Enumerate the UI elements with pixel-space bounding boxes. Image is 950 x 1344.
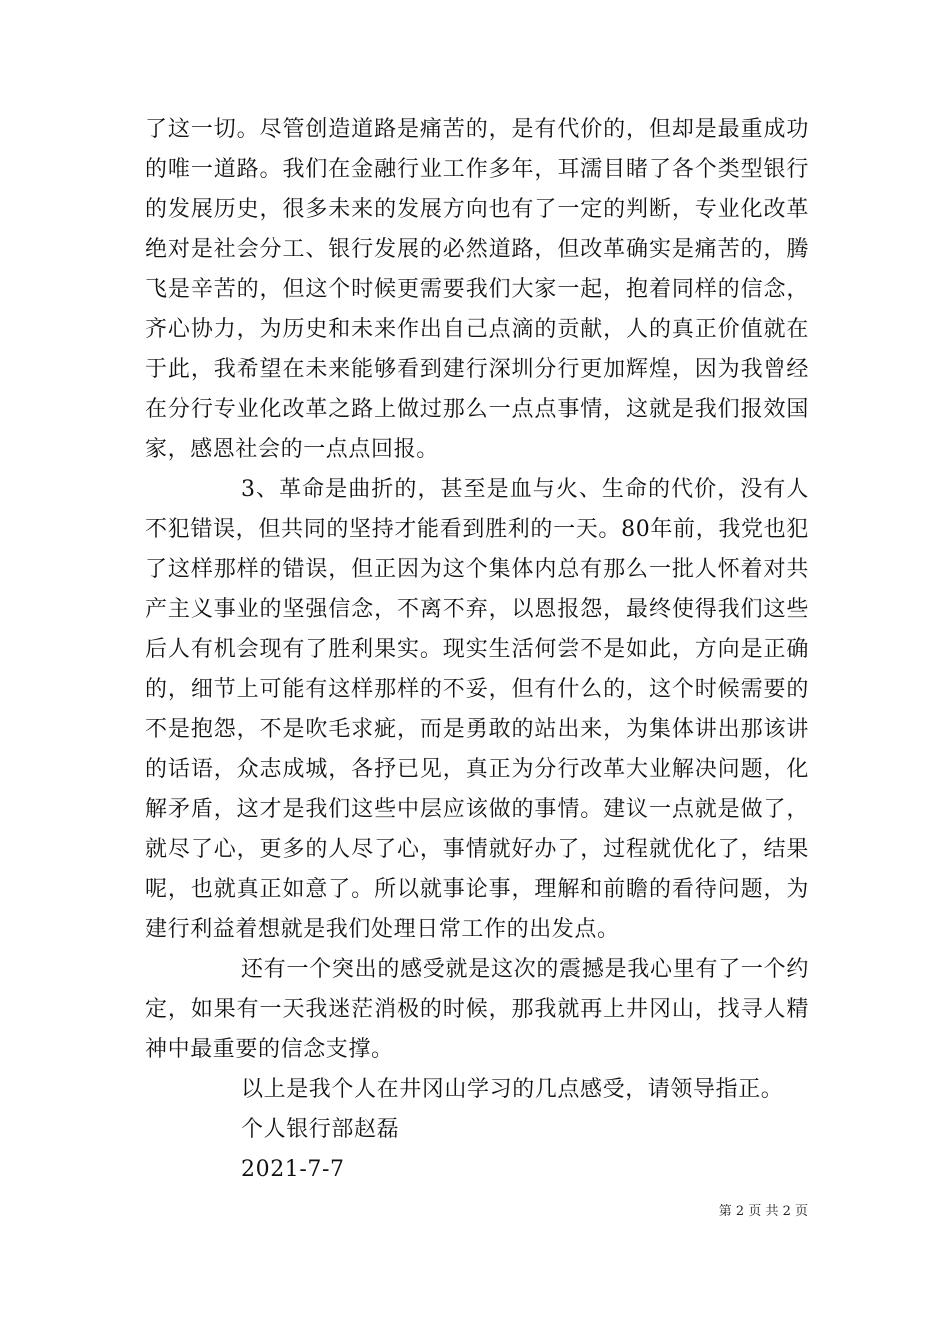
document-date: 2021-7-7 [241, 1157, 345, 1182]
body-paragraph-1: 了这一切。尽管创造道路是痛苦的，是有代价的，但却是最重成功的唯一道路。我们在金融行业工作多年，耳濡目睹了各个类型银行的发展历史，很多未来的发展方向也有了一定的判断，专业化改革绝对是社会分工、银行发展的必然道路，但改革确实是痛苦的，腾飞是辛苦的，但这个时候更需要我们大家一起，抱着同样的信念，齐心协力，为历史和未来作出自己点滴的贡献，人的真正价值就在于此，我希望在未来能够看到建行深圳分行更加辉煌，因为我曾经在分行专业化改革之路上做过那么一点点事情，这就是我们报效国家，感恩社会的一点点回报。 [145, 117, 809, 462]
page-number-footer: 第 2 页 共 2 页 [718, 1204, 808, 1219]
document-body [145, 110, 809, 1190]
signature: 个人银行部赵磊 [241, 1117, 400, 1142]
body-paragraph-2: 3、革命是曲折的，甚至是血与火、生命的代价，没有人不犯错误，但共同的坚持才能看到胜利的一天。80年前，我党也犯了这样那样的错误，但正因为这个集体内总有那么一批人怀着对共产主义事业的坚强信念，不离不弃，以恩报怨，最终使得我们这些后人有机会现有了胜利果实。现实生活何尝不是如此，方向是正确的，细节上可能有这样那样的不妥，但有什么的，这个时候需要的不是抱怨，不是吹毛求疵，而是勇敢的站出来，为集体讲出那该讲的话语，众志成城，各抒已见，真正为分行改革大业解决问题，化解矛盾，这才是我们这些中层应该做的事情。建议一点就是做了，就尽了心，更多的人尽了心，事情就好办了，过程就优化了，结果呢，也就真正如意了。所以就事论事，理解和前瞻的看待问题，为建行利益着想就是我们处理日常工作的出发点。 [145, 477, 809, 942]
body-paragraph-3: 还有一个突出的感受就是这次的震撼是我心里有了一个约定，如果有一天我迷茫消极的时候，那我就再上井冈山，找寻人精神中最重要的信念支撑。 [145, 957, 809, 1062]
closing-line: 以上是我个人在井冈山学习的几点感受，请领导指正。 [241, 1077, 784, 1102]
